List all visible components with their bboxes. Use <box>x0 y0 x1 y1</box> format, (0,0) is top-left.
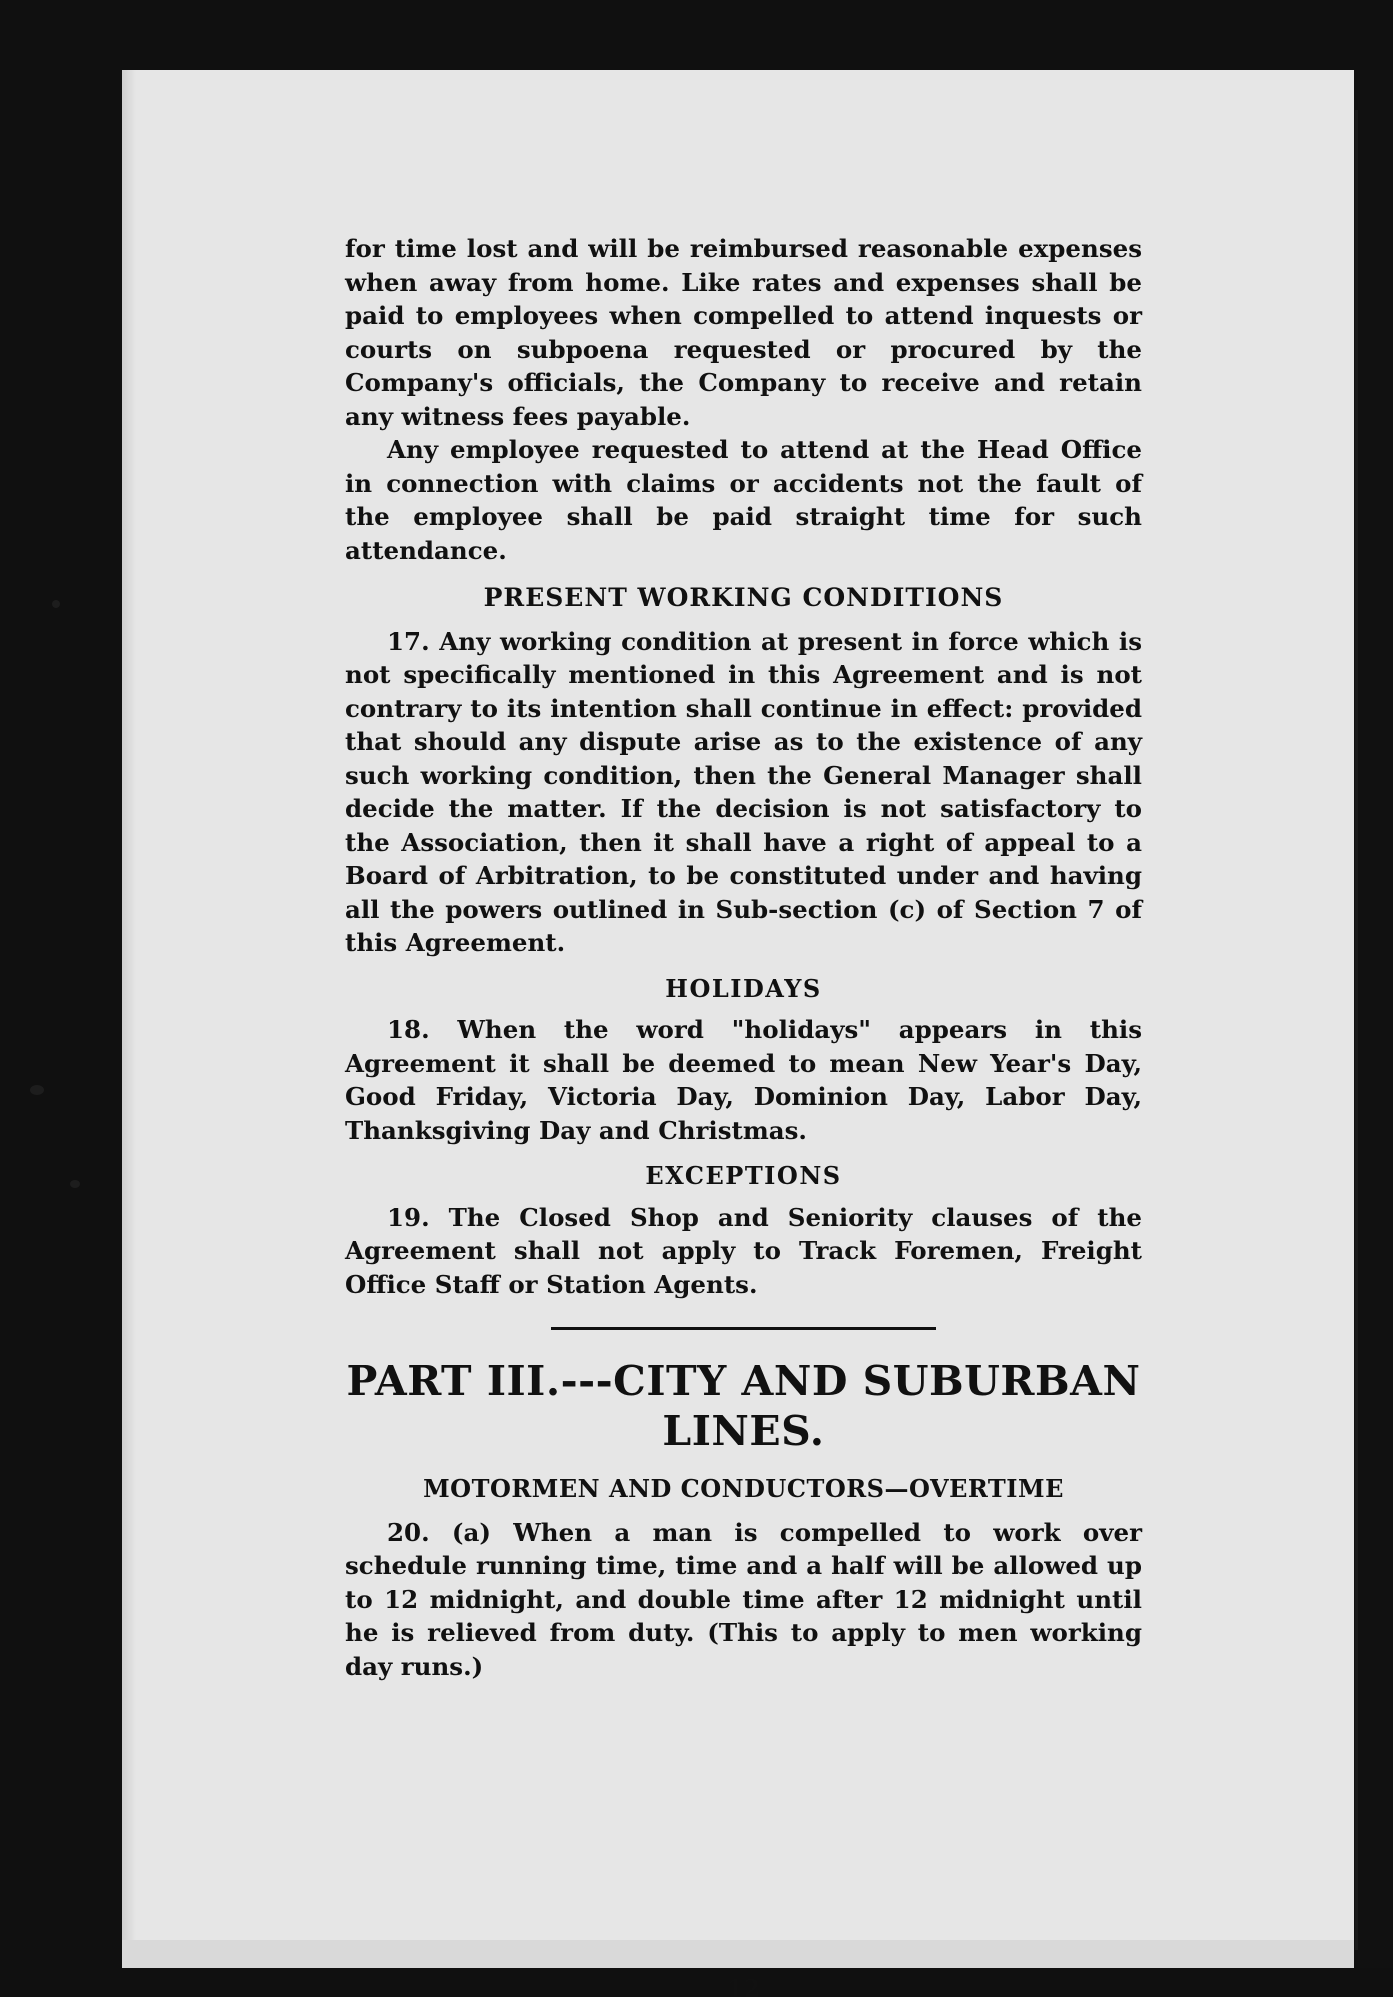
scan-smudge <box>52 600 60 608</box>
clause-19: 19. The Closed Shop and Seniority clauses of the Agreement shall not apply to Track Foremen, Freight Office Staff or Station Agents. <box>345 1202 1142 1299</box>
part-title-line2: LINES. <box>662 1407 825 1455</box>
paragraph-continued: for time lost and will be reimbursed reasonable expenses when away from home. Like rates and expenses shall be paid to employees when compelled to attend inquests or courts on subpoena requested or procured by the Company's officials, the Company to receive and retain any witness fees payable. <box>345 234 1142 431</box>
heading-present-working-conditions: PRESENT WORKING CONDITIONS <box>483 583 1004 612</box>
part-title <box>345 1356 1142 1456</box>
clause-18: 18. When the word "holidays" appears in this Agreement it shall be deemed to mean New Year's Day, Good Friday, Victoria Day, Dominion Day, Labor Day, Thanksgiving Day and Christmas. <box>345 1015 1142 1145</box>
scan-smudge <box>70 1180 80 1188</box>
facing-page-strip <box>1354 70 1393 1968</box>
scan-smudge <box>30 1085 44 1095</box>
part-title-line1: PART III.---CITY AND SUBURBAN <box>346 1357 1141 1405</box>
heading-exceptions: EXCEPTIONS <box>645 1161 842 1190</box>
page-number: 12 <box>726 1974 761 2003</box>
page-bottom-band <box>122 1940 1354 1968</box>
heading-holidays: HOLIDAYS <box>665 973 822 1003</box>
binding-gutter-line <box>1355 110 1358 1950</box>
heading-motormen-overtime: MOTORMEN AND CONDUCTORS—OVERTIME <box>423 1474 1064 1503</box>
clause-17: 17. Any working condition at present in force which is not specifically mentioned in this Agreement and is not contrary to its intention shall continue in effect: provided that should any dispute arise as to the existence of any such working condition, then the General Manager shall decide the matter. If the decision is not satisfactory to the Association, then it shall have a right of appeal to a Board of Arbitration, to be constituted under and having all the powers outlined in Sub-section (c) of Section 7 of this Agreement. <box>345 626 1142 957</box>
section-divider-rule <box>551 1327 936 1330</box>
clause-20a: 20. (a) When a man is compelled to work over schedule running time, time and a half will be allowed up to 12 midnight, and double time after 12 midnight until he is relieved from duty. (This to apply to men working day runs.) <box>345 1517 1142 1681</box>
document-text-column <box>345 232 1142 2003</box>
page-edge-shadow <box>122 70 136 1968</box>
paragraph-head-office: Any employee requested to attend at the Head Office in connection with claims or accidents not the fault of the employee shall be paid straight time for such attendance. <box>345 435 1142 565</box>
